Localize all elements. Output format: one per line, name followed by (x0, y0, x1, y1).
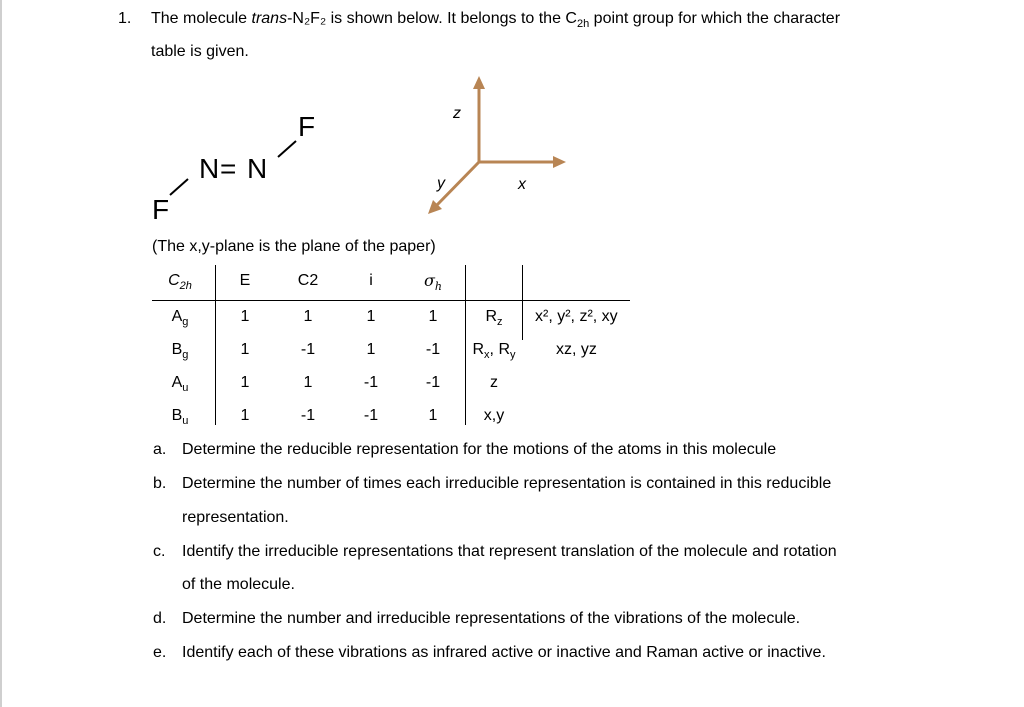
point-group-subscript: 2h (576, 18, 590, 31)
table-vertical-rule-3 (522, 265, 523, 340)
bond-n-f-top (278, 141, 296, 157)
linear-rotation-bg: $R_x$, $R_y$ (472, 341, 516, 362)
molecule-prefix-italic: trans (251, 10, 288, 27)
intro-text-pre: The molecule (151, 10, 252, 27)
quadratic-ag: x², y², z², xy (535, 308, 618, 325)
char-cell: 1 (240, 341, 250, 358)
z-arrowhead (473, 76, 485, 89)
molecule-structure (145, 105, 335, 235)
x-arrowhead (553, 156, 566, 168)
part-text-b-line1: Determine the number of times each irreducible representation is contained in this reducible (182, 475, 832, 492)
part-text-b-line2: representation. (182, 509, 289, 526)
op-header-c2: C2 (297, 272, 319, 289)
table-vertical-rule-1 (215, 265, 216, 425)
char-cell: -1 (300, 407, 316, 424)
char-cell: -1 (363, 407, 379, 424)
irrep-ag: $A_g$ (171, 308, 189, 329)
op-header-i: i (369, 272, 373, 289)
char-cell: 1 (240, 308, 250, 325)
x-axis-label: x (518, 176, 526, 193)
part-text-e: Identify each of these vibrations as infrared active or inactive and Raman active or inactive. (182, 644, 826, 661)
atom-fluorine-top: F (298, 111, 316, 142)
question-intro-line2: table is given. (151, 43, 249, 60)
op-header-e: E (239, 272, 251, 289)
char-cell: 1 (240, 407, 250, 424)
part-label-c: c. (153, 543, 166, 560)
part-label-b: b. (153, 475, 167, 492)
plane-note: (The x,y-plane is the plane of the paper) (152, 238, 436, 255)
intro-text-post: point group for which the character (589, 10, 841, 27)
char-cell: 1 (428, 308, 438, 325)
double-bond: = (220, 153, 237, 184)
char-cell: -1 (363, 374, 379, 391)
question-intro-line1 (151, 9, 840, 29)
point-group-header: $C_{2h}$ (168, 272, 192, 293)
irrep-bg: $B_g$ (171, 341, 189, 362)
atom-nitrogen-left: N (199, 153, 220, 184)
char-cell: -1 (300, 341, 316, 358)
char-cell: -1 (425, 341, 441, 358)
part-label-e: e. (153, 644, 167, 661)
char-cell: 1 (303, 374, 313, 391)
part-label-a: a. (153, 441, 167, 458)
table-vertical-rule-2 (465, 265, 466, 425)
part-text-d: Determine the number and irreducible representations of the vibrations of the molecule. (182, 610, 801, 627)
bond-n-f-bottom (170, 179, 188, 195)
page-left-border (0, 0, 2, 707)
char-cell: 1 (303, 308, 313, 325)
op-header-sigma-h: $\sigma_h$ (423, 271, 442, 294)
char-cell: 1 (428, 407, 438, 424)
char-cell: 1 (366, 308, 376, 325)
y-axis-label: y (437, 175, 445, 192)
part-text-c-line2: of the molecule. (182, 576, 295, 593)
intro-text-mid: is shown below. It belongs to the C (326, 10, 577, 27)
coordinate-axes (420, 70, 580, 220)
table-header-rule (152, 300, 630, 301)
part-text-c-line1: Identify the irreducible representations that represent translation of the molecule and rotation (182, 543, 837, 560)
bond-lines (145, 105, 335, 235)
atom-nitrogen-right: N (247, 153, 268, 184)
part-label-d: d. (153, 610, 167, 627)
question-number: 1. (118, 10, 132, 27)
quadratic-bg: xz, yz (556, 341, 597, 358)
irrep-au: $A_u$ (171, 374, 189, 395)
z-axis-label: z (453, 105, 461, 122)
part-text-a: Determine the reducible representation for the motions of the atoms in this molecule (182, 441, 777, 458)
irrep-bu: $B_u$ (171, 407, 189, 428)
linear-rotation-bu: x,y (483, 407, 505, 424)
linear-rotation-au: z (490, 374, 498, 391)
linear-rotation-ag: $R_z$ (485, 308, 503, 329)
char-cell: 1 (240, 374, 250, 391)
molecule-formula: -N₂F₂ (287, 10, 327, 27)
char-cell: 1 (366, 341, 376, 358)
atom-fluorine-bottom: F (152, 194, 170, 225)
char-cell: -1 (425, 374, 441, 391)
